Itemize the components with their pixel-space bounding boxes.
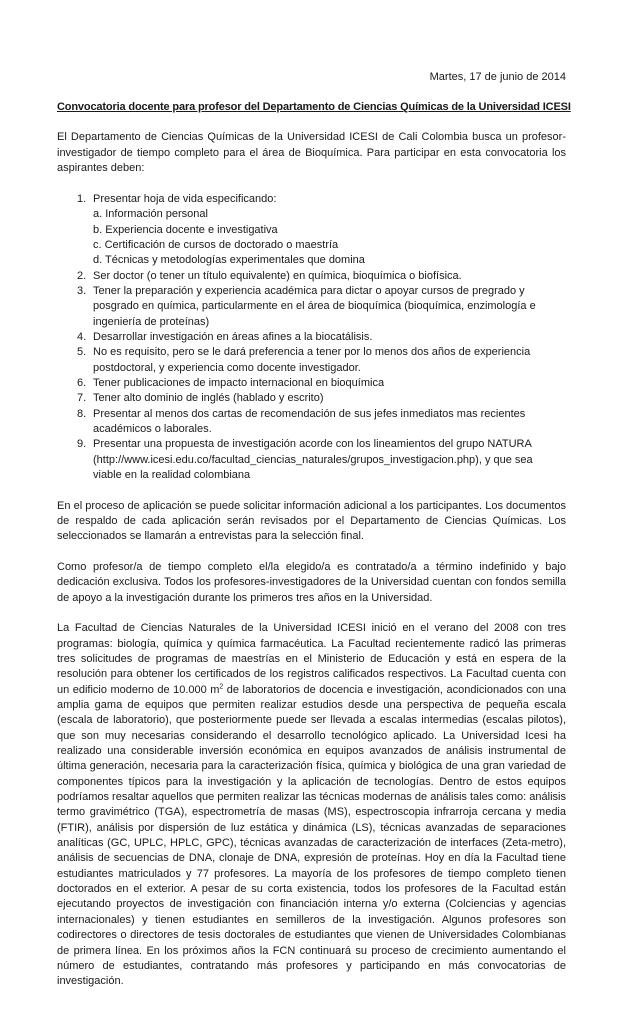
document-date: Martes, 17 de junio de 2014 <box>429 71 566 83</box>
sub-item: a. Información personal <box>93 208 208 221</box>
paragraph-line: En el proceso de aplicación se puede solicitar información adicional a los participantes. Los documentos <box>57 499 566 512</box>
list-item-number: 9. <box>77 438 87 451</box>
body-paragraph <box>57 621 566 989</box>
body-paragraph <box>57 499 566 545</box>
list-item <box>57 345 566 376</box>
list-item-line: viable en la realidad colombiana <box>93 469 251 481</box>
list-item-number: 8. <box>77 407 87 420</box>
sub-item: b. Experiencia docente e investigativa <box>93 223 278 236</box>
paragraph-line: investigación. <box>57 975 124 988</box>
paragraph-line: programas: biología, química y química farmacéutica. La Facultad recientemente radicó las primeras <box>57 637 566 650</box>
requirements-list <box>57 192 566 484</box>
paragraph-line: (FTIR), análisis por dispersión de luz estática y dinámica (LS), técnicas avanzadas de separaciones <box>57 821 566 834</box>
body-paragraphs <box>57 499 566 990</box>
list-item <box>57 376 566 391</box>
document-page <box>57 70 571 990</box>
body-paragraph <box>57 560 566 606</box>
paragraph-line: tres solicitudes de programas de maestrías en el Ministerio de Educación y está en espera de la <box>57 652 566 665</box>
intro-paragraph <box>57 130 566 176</box>
paragraph-line: La Facultad de Ciencias Naturales de la Universidad ICESI inició en el verano del 2008 con tres <box>57 622 566 635</box>
paragraph-line: ejecutando proyectos de investigación con financiación interna y/o externa (Colciencias y agencias <box>57 898 566 911</box>
paragraph-line: (escala de laboratorio), que posteriormente puede ser llevada a escalas intermedias (escalas pilotos), <box>57 714 566 727</box>
list-item <box>57 437 566 483</box>
document-title: Convocatoria docente para profesor del Departamento de Ciencias Químicas de la Universidad ICESI <box>57 100 571 113</box>
list-item-line: Tener la preparación y experiencia académica para dictar o apoyar cursos de pregrado y <box>93 284 525 297</box>
list-item-number: 6. <box>77 376 87 389</box>
paragraph-line: que son muy necesarias considerando el desarrollo tecnológico aplicado. La Universidad Icesi ha <box>57 729 566 742</box>
list-item <box>57 192 566 269</box>
paragraph-line: investigador de tiempo completo para el área de Bioquímica. Para participar en esta convocatoria los <box>57 146 566 159</box>
paragraph-line: termo gravimétrico (TGA), espectrometría de masas (MS), espectroscopia infrarroja cercana y media <box>57 806 566 819</box>
paragraph-line: de apoyo a la investigación durante los primeros tres años en la Universidad. <box>57 591 433 604</box>
superscript: 2 <box>219 683 224 691</box>
list-item <box>57 391 566 406</box>
paragraph-line: realizado una considerable inversión económica en equipos avanzados de análisis instrumental de <box>57 745 566 758</box>
paragraph-line: doctorados en el exterior. A pesar de su corta existencia, todos los profesores de la Facultad están <box>57 883 566 896</box>
list-item-line: Presentar una propuesta de investigación acorde con los lineamientos del grupo NATURA <box>93 438 532 451</box>
paragraph-line: estudiantes matriculados y 77 profesores. La mayoría de los profesores de tiempo completo tienen <box>57 867 566 880</box>
paragraph-line: analíticas (GC, UPLC, HPLC, GPC), técnicas avanzadas de caracterización de interfaces (Zeta-metro), <box>57 837 566 850</box>
list-item-line: Tener alto dominio de inglés (hablado y escrito) <box>93 392 324 405</box>
list-item <box>57 284 566 330</box>
paragraph-line: un edificio moderno de 10.000 $m^2$ de laboratorios de docencia e investigación, acondicionados con una <box>57 683 566 696</box>
list-item-number: 3. <box>77 284 87 297</box>
list-item <box>57 269 566 284</box>
paragraph-line: aspirantes deben: <box>57 162 145 175</box>
paragraph-line: resolución para obtener los certificados de los registros calificados respectivos. La Facultad cuenta con <box>57 668 566 681</box>
list-item-line: Tener publicaciones de impacto internacional en bioquímica <box>93 376 385 389</box>
paragraph-line: codirectores o directores de tesis doctorales de estudiantes que vienen de Universidades Colombianas <box>57 929 566 942</box>
list-item-number: 1. <box>77 192 87 205</box>
list-item-line: Desarrollar investigación en áreas afines a la biocatálisis. <box>93 330 373 343</box>
paragraph-line: componentes típicos para la investigación y la aplicación de tecnologías. Dentro de estos equipos <box>57 775 566 788</box>
paragraph-line: dedicación exclusiva. Todos los profesores-investigadores de la Universidad cuentan con fondos semilla <box>57 576 566 589</box>
list-item-line: ingeniería de proteínas) <box>93 315 210 328</box>
list-item-line: académicos o laborales. <box>93 422 212 435</box>
list-item-line: (http://www.icesi.edu.co/facultad_ciencias_naturales/grupos_investigacion.php), y que sea <box>93 453 533 466</box>
paragraph-line: podríamos resaltar aquellos que permiten realizar las técnicas modernas de análisis tales como: análisis <box>57 791 566 804</box>
list-item <box>57 330 566 345</box>
list-item-line: Presentar al menos dos cartas de recomendación de sus jefes inmediatos mas recientes <box>93 407 526 420</box>
list-item-number: 2. <box>77 269 87 282</box>
list-item-number: 4. <box>77 330 87 343</box>
paragraph-line: última generación, necesaria para la caracterización física, química y biológica de una gran variedad de <box>57 760 566 773</box>
paragraph-line: número de estudiantes, contratando más profesores y participando en más convocatorias de <box>57 959 566 972</box>
paragraph-line: El Departamento de Ciencias Químicas de la Universidad ICESI de Cali Colombia busca un profesor- <box>57 131 566 144</box>
sub-item: c. Certificación de cursos de doctorado o maestría <box>93 238 339 251</box>
paragraph-line: internacionales) y tienen estudiantes en semilleros de la investigación. Algunos profesores son <box>57 913 566 926</box>
list-item-number: 7. <box>77 392 87 405</box>
list-item-number: 5. <box>77 346 87 359</box>
list-item-line: Presentar hoja de vida especificando: <box>93 192 277 205</box>
sub-item: d. Técnicas y metodologías experimentales que domina <box>93 254 365 267</box>
list-item-line: postdoctoral, y experiencia como docente investigador. <box>93 361 361 374</box>
paragraph-line: de respaldo de cada aplicación serán revisados por el Departamento de Ciencias Químicas. Los <box>57 514 566 527</box>
paragraph-line: de primera línea. En los próximos años la FCN continuará su proceso de crecimiento aumentando el <box>57 944 566 957</box>
paragraph-line: análisis de secuencias de DNA, clonaje de DNA, expresión de proteínas. Hoy en día la Facultad tiene <box>57 852 566 865</box>
list-item <box>57 407 566 438</box>
paragraph-line: amplia gama de equipos que permiten realizar estudios desde una perspectiva de pequeña escala <box>57 699 566 712</box>
paragraph-line: Como profesor/a de tiempo completo el/la elegido/a es contratado/a a término indefinido y bajo <box>57 560 566 573</box>
list-item-line: posgrado en química, particularmente en el área de bioquímica (bioquímica, enzimología e <box>93 300 536 313</box>
list-item-line: Ser doctor (o tener un título equivalente) en química, bioquímica o biofísica. <box>93 269 462 282</box>
list-item-line: No es requisito, pero se le dará preferencia a tener por lo menos dos años de experiencia <box>93 346 531 359</box>
paragraph-line: seleccionados se llamarán a entrevistas para la selección final. <box>57 530 364 543</box>
